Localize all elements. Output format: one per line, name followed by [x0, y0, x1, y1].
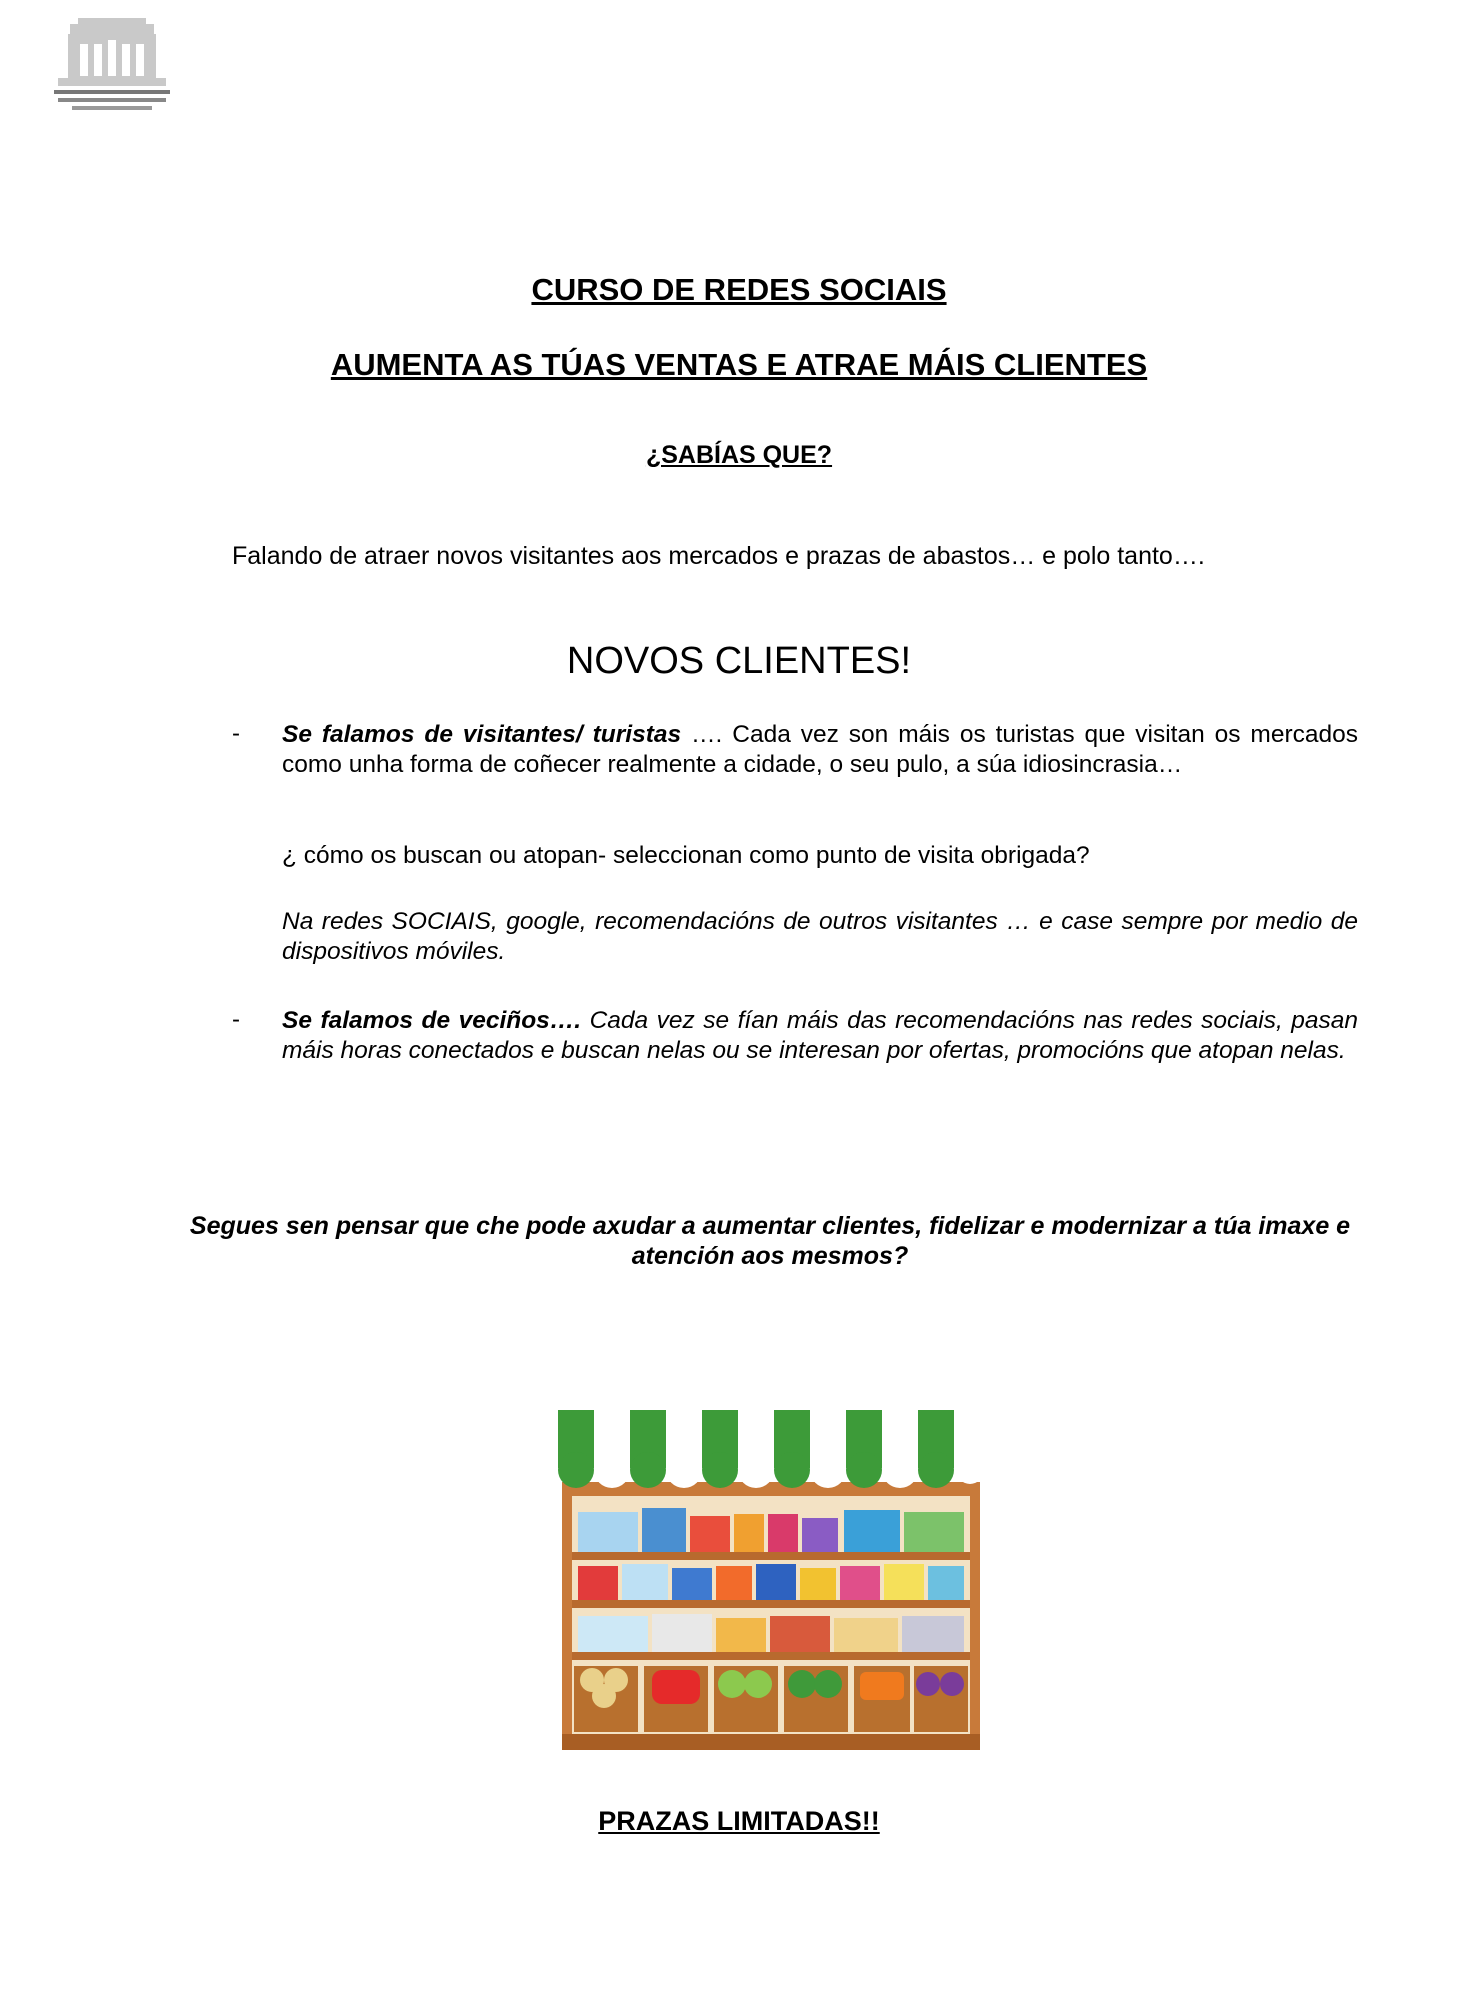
bullet-question: ¿ cómo os buscan ou atopan- seleccionan como punto de visita obrigada? — [282, 842, 1090, 869]
intro-text: Falando de atraer novos visitantes aos mercados e prazas de abastos… e polo tanto…. — [232, 542, 1205, 570]
limited-places: PRAZAS LIMITADAS!! — [598, 1806, 880, 1836]
bullet-text: Cada vez se fían máis das recomendacións nas redes sociais, pasan máis horas conectados e buscan nelas ou se interesan por ofertas, promocións que atopan nelas. — [282, 1007, 1358, 1064]
closing-question: Segues sen pensar que che pode axudar a aumentar clientes, fidelizar e modernizar a túa imaxe e atención aos mesmos? — [189, 1212, 1351, 1270]
question-heading: ¿SABÍAS QUE? — [645, 441, 833, 469]
course-subtitle: AUMENTA AS TÚAS VENTAS E ATRAE MÁIS CLIENTES — [330, 347, 1148, 382]
course-title: CURSO DE REDES SOCIAIS — [531, 272, 947, 307]
building-seal-icon — [48, 16, 176, 120]
bullet-lead: Se falamos de visitantes/ turistas — [282, 721, 682, 748]
bullet-text: …. Cada vez son máis os turistas que visitan os mercados como unha forma de coñecer realmente a cidade, o seu pulo, a súa idiosincrasia… — [282, 721, 1359, 778]
bullet-dash: - — [232, 720, 240, 747]
highlight-heading: NOVOS CLIENTES! — [566, 640, 912, 682]
market-stall-icon — [548, 1404, 994, 1760]
bullet-answer: Na redes SOCIAIS, google, recomendacións de outros visitantes … e case sempre por medio de dispositivos móviles. — [282, 908, 1358, 965]
bullet-lead: Se falamos de veciños…. — [282, 1007, 582, 1034]
bullet-neighbours — [282, 1006, 1358, 1066]
bullet-tourists — [282, 720, 1358, 780]
bullet-dash: - — [232, 1006, 240, 1033]
